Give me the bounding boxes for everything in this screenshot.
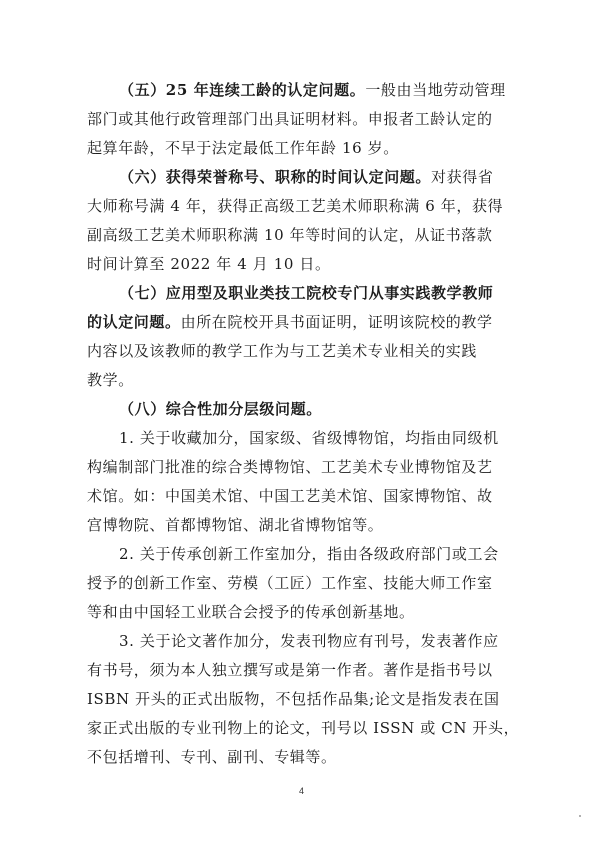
section-5-line-2: 部门或其他行政管理部门出具证明材料。申报者工龄认定的	[87, 110, 493, 128]
section-7-line-2	[87, 308, 519, 337]
section-7-line-3: 内容以及该教师的教学工作为与工艺美术专业相关的实践	[87, 342, 478, 360]
section-6-line-3: 副高级工艺美术师职称满 10 年等时间的认定，从证书落款	[87, 226, 493, 244]
section-6-line-1	[87, 163, 519, 192]
item-1-line-1: 1. 关于收藏加分，国家级、省级博物馆，均指由同级机	[119, 429, 499, 447]
section-6-line-2: 大师称号满 4 年，获得正高级工艺美术师职称满 6 年，获得	[87, 197, 504, 215]
item-2-line-2: 授予的创新工作室、劳模（工匠）工作室、技能大师工作室	[87, 574, 493, 592]
section-8-heading: （八）综合性加分层级问题。	[119, 400, 322, 418]
section-5-line-3: 起算年龄，不早于法定最低工作年龄 16 岁。	[87, 139, 399, 157]
item-3-line-1: 3. 关于论文著作加分，发表刊物应有刊号，发表著作应	[119, 632, 499, 650]
section-7-line-4: 教学。	[87, 371, 134, 389]
section-5-line-1	[87, 76, 519, 105]
section-7-heading-tail: 的认定问题。	[87, 313, 181, 331]
item-1-line-3: 术馆。如：中国美术馆、中国工艺美术馆、国家博物馆、故	[87, 487, 493, 505]
section-7-heading: （七）应用型及职业类技工院校专门从事实践教学教师	[119, 284, 494, 302]
section-6-heading: （六）获得荣誉称号、职称的时间认定问题。	[119, 168, 432, 186]
section-5-text: 一般由当地劳动管理	[365, 81, 506, 99]
section-6-text: 对获得省	[431, 168, 494, 186]
item-1-line-4: 宫博物院、首都博物馆、湖北省博物馆等。	[87, 516, 384, 534]
section-7-text: 由所在院校开具书面证明，证明该院校的教学	[180, 313, 493, 331]
scan-artifact	[579, 815, 581, 817]
item-1-line-2: 构编制部门批准的综合类博物馆、工艺美术专业博物馆及艺	[87, 458, 493, 476]
item-3-line-2: 有书号，须为本人独立撰写或是第一作者。著作是指书号以	[87, 661, 493, 679]
section-6-line-4: 时间计算至 2022 年 4 月 10 日。	[87, 255, 331, 273]
item-3-line-3: ISBN 开头的正式出版物，不包括作品集;论文是指发表在国	[87, 690, 500, 708]
item-3-line-5: 不包括增刊、专刊、副刊、专辑等。	[87, 748, 337, 766]
item-2-line-3: 等和由中国轻工业联合会授予的传承创新基地。	[87, 603, 415, 621]
document-body	[87, 76, 519, 772]
item-2-line-1: 2. 关于传承创新工作室加分，指由各级政府部门或工会	[119, 545, 499, 563]
page-number: 4	[298, 786, 304, 796]
item-3-line-4: 家正式出版的专业刊物上的论文，刊号以 ISSN 或 CN 开头，	[87, 719, 519, 737]
section-5-heading: （五）25 年连续工龄的认定问题。	[119, 81, 366, 99]
